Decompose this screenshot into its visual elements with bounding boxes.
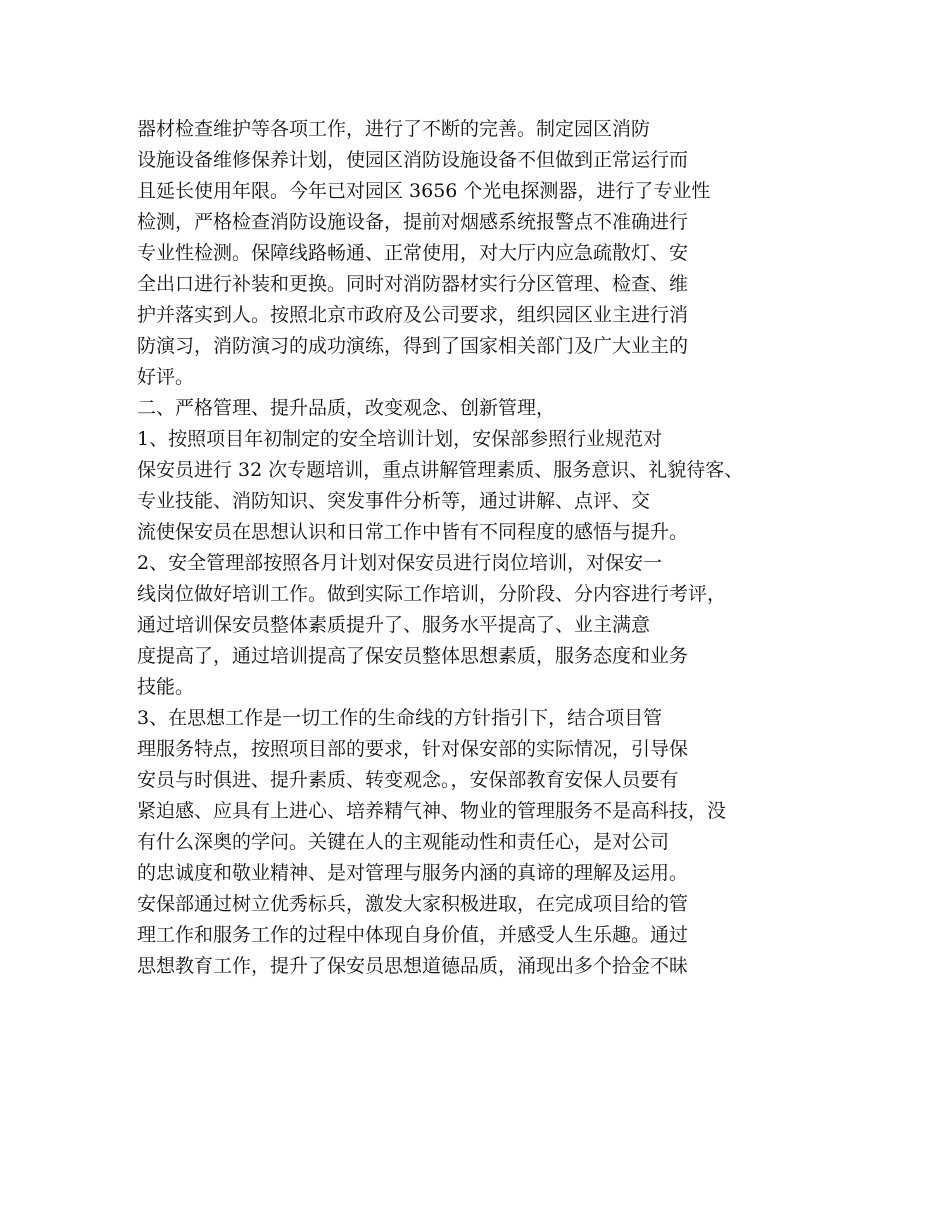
text-line: 且延长使用年限。今年已对园区 3656 个光电探测器，进行了专业性 [137,180,711,202]
text-line: 专业技能、消防知识、突发事件分析等，通过讲解、点评、交 [137,490,651,512]
text-line: 检测，严格检查消防设施设备，提前对烟感系统报警点不准确进行 [137,211,689,233]
text-line: 理服务特点，按照项目部的要求，针对保安部的实际情况，引导保 [137,738,689,760]
text-line: 线岗位做好培训工作。做到实际工作培训，分阶段、分内容进行考评， [137,583,727,605]
text-line: 安员与时俱进、提升素质、转变观念。，安保部教育安保人员要有 [137,769,679,791]
text-line: 技能。 [137,676,195,698]
text-line: 全出口进行补装和更换。同时对消防器材实行分区管理、检查、维 [137,273,689,295]
text-line: 理工作和服务工作的过程中体现自身价值，并感受人生乐趣。通过 [137,924,689,946]
text-line: 流使保安员在思想认识和日常工作中皆有不同程度的感悟与提升。 [137,521,689,543]
text-line: 保安员进行 32 次专题培训，重点讲解管理素质、服务意识、礼貌待客、 [137,459,744,481]
text-line: 1、按照项目年初制定的安全培训计划，安保部参照行业规范对 [137,428,663,450]
text-line: 3、在思想工作是一切工作的生命线的方针指引下，结合项目管 [137,707,663,729]
text-line: 2、安全管理部按照各月计划对保安员进行岗位培训，对保安一 [137,552,663,574]
text-line: 防演习，消防演习的成功演练，得到了国家相关部门及广大业主的 [137,335,689,357]
text-line: 思想教育工作，提升了保安员思想道德品质，涌现出多个拾金不昧 [137,955,689,977]
text-line: 的忠诚度和敬业精神、是对管理与服务内涵的真谛的理解及运用。 [137,862,689,884]
text-line: 安保部通过树立优秀标兵，激发大家积极进取，在完成项目给的管 [137,893,689,915]
text-line: 设施设备维修保养计划，使园区消防设施设备不但做到正常运行而 [137,149,689,171]
text-line: 有什么深奥的学问。关键在人的主观能动性和责任心，是对公司 [137,831,670,853]
text-line: 紧迫感、应具有上进心、培养精气神、物业的管理服务不是高科技，没 [137,800,727,822]
text-line: 护并落实到人。按照北京市政府及公司要求，组织园区业主进行消 [137,304,689,326]
text-line: 度提高了，通过培训提高了保安员整体思想素质，服务态度和业务 [137,645,689,667]
text-line: 专业性检测。保障线路畅通、正常使用，对大厅内应急疏散灯、安 [137,242,689,264]
section-heading: 二、严格管理、提升品质，改变观念、创新管理， [137,397,556,419]
text-line: 器材检查维护等各项工作，进行了不断的完善。制定园区消防 [137,118,651,140]
document-body [137,114,837,982]
text-line: 好评。 [137,366,195,388]
text-line: 通过培训保安员整体素质提升了、服务水平提高了、业主满意 [137,614,651,636]
